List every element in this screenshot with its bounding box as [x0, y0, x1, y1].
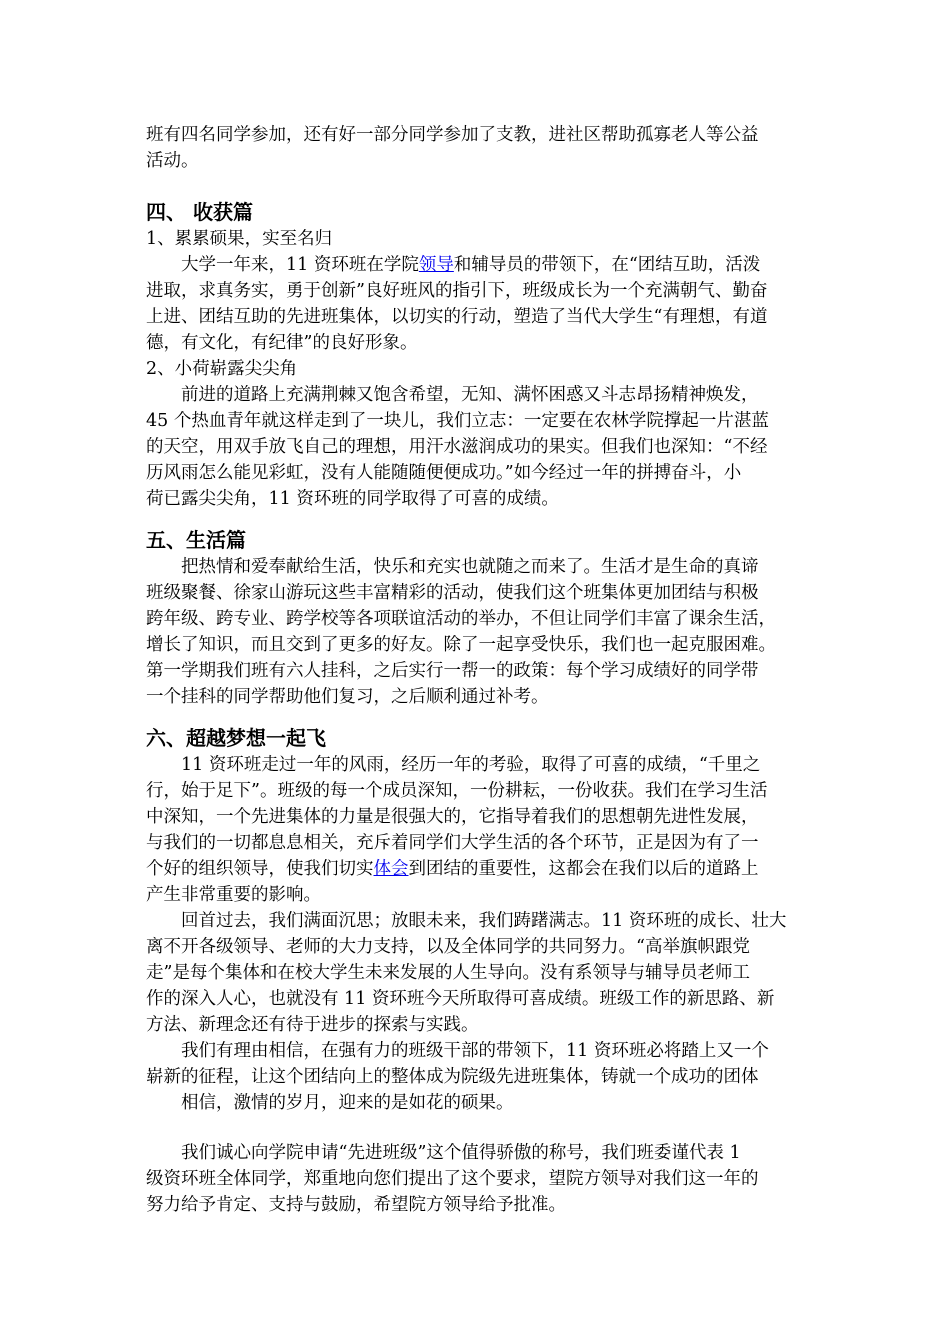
section-6-para-1-line-5 [146, 856, 810, 882]
section-6-para-2-line-5: 方法、新理念还有待于进步的探索与实践。 [146, 1015, 479, 1035]
document-body [146, 122, 810, 1218]
section-5-line-5: 第一学期我们班有六人挂科，之后实行一帮一的政策：每个学习成绩好的同学带 [146, 661, 759, 681]
section-6-para-1-line-4: 与我们的一切都息息相关，充斥着同学们大学生活的各个环节，正是因为有了一 [146, 833, 759, 853]
text-run: 个好的组织领导，使我们切实 [146, 859, 374, 879]
section-5-line-1: 把热情和爱奉献给生活，快乐和充实也就随之而来了。生活才是生命的真谛 [181, 557, 759, 577]
section-4-para-2-line-4: 历风雨怎么能见彩虹，没有人能随随便便成功。”如今经过一年的拼搏奋斗，小 [146, 463, 742, 483]
section-4-para-1-line-4: 德，有文化，有纪律”的良好形象。 [146, 333, 418, 353]
section-5-line-2: 班级聚餐、徐家山游玩这些丰富精彩的活动，使我们这个班集体更加团结与积极 [146, 583, 759, 603]
section-5-heading: 五、生活篇 [146, 528, 246, 552]
section-4-para-1-line-2: 进取，求真务实，勇于创新”良好班风的指引下，班级成长为一个充满朝气、勤奋 [146, 281, 768, 301]
closing-line-3: 努力给予肯定、支持与鼓励，希望院方领导给予批准。 [146, 1195, 566, 1215]
section-6-para-2-line-3: 走”是每个集体和在校大学生未来发展的人生导向。没有系领导与辅导员老师工 [146, 963, 750, 983]
section-6-para-3-line-2: 崭新的征程，让这个团结向上的整体成为院级先进班集体，铸就一个成功的团体 [146, 1067, 759, 1087]
section-4-subheading-1: 1、累累硕果，实至名归 [146, 229, 333, 249]
closing-line-1: 我们诚心向学院申请“先进班级”这个值得骄傲的称号，我们班委谨代表 1 [181, 1143, 741, 1163]
section-4-para-2-line-1: 前进的道路上充满荆棘又饱含希望，无知、满怀困惑又斗志昂扬精神焕发， [181, 385, 759, 405]
section-6-para-2-line-2: 离不开各级领导、老师的大力支持，以及全体同学的共同努力。“高举旗帜跟党 [146, 937, 750, 957]
section-6-para-1-line-1: 11 资环班走过一年的风雨，经历一年的考验，取得了可喜的成绩，“千里之 [181, 755, 761, 775]
section-6-para-2-line-1: 回首过去，我们满面沉思；放眼未来，我们踌躇满志。11 资环班的成长、壮大 [181, 911, 787, 931]
link-lingdao[interactable]: 领导 [418, 255, 454, 275]
section-4-para-2-line-3: 的天空，用双手放飞自己的理想，用汗水滋润成功的果实。但我们也深知：“不经 [146, 437, 768, 457]
section-4-para-1-line-1 [146, 252, 810, 278]
section-6-para-3-line-3: 相信，激情的岁月，迎来的是如花的硕果。 [181, 1093, 514, 1113]
text-run: 和辅导员的带领下，在“团结互助，活泼 [453, 255, 761, 275]
section-6-para-1-line-6: 产生非常重要的影响。 [146, 885, 321, 905]
section-5-line-6: 一个挂科的同学帮助他们复习，之后顺利通过补考。 [146, 687, 549, 707]
text-run: 到团结的重要性，这都会在我们以后的道路上 [408, 859, 759, 879]
section-4-para-1-line-3: 上进、团结互助的先进班集体，以切实的行动，塑造了当代大学生“有理想，有道 [146, 307, 768, 327]
section-6-para-2-line-4: 作的深入人心，也就没有 11 资环班今天所取得可喜成绩。班级工作的新思路、新 [146, 989, 775, 1009]
section-4-heading: 四、 收获篇 [146, 200, 253, 224]
section-4-para-2-line-2: 45 个热血青年就这样走到了一块儿，我们立志：一定要在农林学院撑起一片湛蓝 [146, 411, 769, 431]
text-run: 大学一年来，11 资环班在学院 [181, 255, 419, 275]
section-6-heading: 六、超越梦想一起飞 [146, 726, 326, 750]
section-4-subheading-2: 2、小荷崭露尖尖角 [146, 359, 298, 379]
intro-line-1: 班有四名同学参加，还有好一部分同学参加了支教，进社区帮助孤寡老人等公益 [146, 125, 759, 145]
intro-line-2: 活动。 [146, 151, 199, 171]
section-5-line-4: 增长了知识，而且交到了更多的好友。除了一起享受快乐，我们也一起克服困难。 [146, 635, 776, 655]
closing-line-2: 级资环班全体同学，郑重地向您们提出了这个要求，望院方领导对我们这一年的 [146, 1169, 759, 1189]
section-6-para-3-line-1: 我们有理由相信，在强有力的班级干部的带领下，11 资环班必将踏上又一个 [181, 1041, 769, 1061]
section-6-para-1-line-3: 中深知，一个先进集体的力量是很强大的，它指导着我们的思想朝先进性发展， [146, 807, 759, 827]
section-4-para-2-line-5: 荷已露尖尖角，11 资环班的同学取得了可喜的成绩。 [146, 489, 559, 509]
section-5-line-3: 跨年级、跨专业、跨学校等各项联谊活动的举办，不但让同学们丰富了课余生活， [146, 609, 776, 629]
link-tihui[interactable]: 体会 [373, 859, 409, 879]
section-6-para-1-line-2: 行，始于足下”。班级的每一个成员深知，一份耕耘，一份收获。我们在学习生活 [146, 781, 768, 801]
